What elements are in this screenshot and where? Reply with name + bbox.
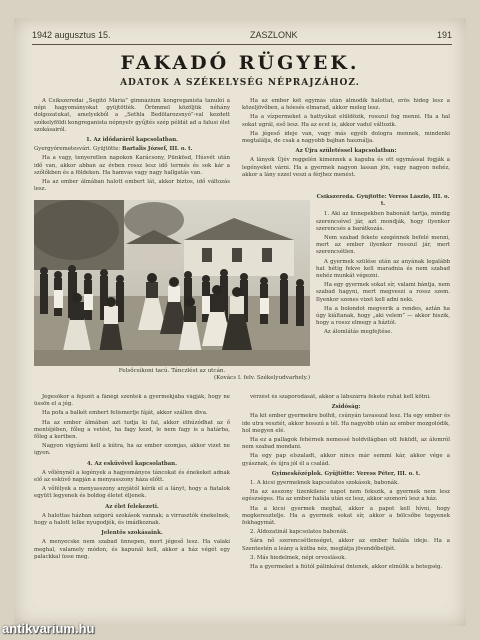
folk-dance-photo: [34, 200, 310, 366]
paragraph: Ha a vagy, tenyeretlen napokon Karácsony, Pünkösd, Húsvét után idő van, akkor abban az évben rossz lesz idő termés és sok kár a szőlőkben és a földeken. Ha hamvas vagy nagy hallgatás van.: [34, 155, 230, 176]
scanned-page: [14, 18, 466, 626]
paragraph: 2. Áldozatinál kapcsolatos babonák.: [250, 529, 349, 536]
street-dance-image: [34, 200, 310, 366]
paragraph: A gyermek szülése után az anyának legalább hat hétig fekve kell maradnia és nem szabad nehéz munkát végezni.: [316, 258, 450, 280]
paragraph: Ha az asszony tizenkilenc napot nem fekszik, a gyermek nem lesz egészséges. Ha az ember halála után ez lesz, akkor szomorú lesz a ház.: [242, 489, 450, 503]
section-heading: Az Újra születéssel kapcsolatban:: [295, 148, 397, 155]
paragraph: Nagyon vigyázni kell a kútra, ha az ember szomjas, akkor vizet ne igyon.: [34, 443, 230, 457]
paragraph: Ha a vízpermeket a hattyúkat elüldözik, rosszul fog menni. Ha a hal sokat ugrál, eső lesz. Ha az ecet is, akkor vadul változik.: [242, 114, 450, 128]
paragraph: Ha a bolondot megverik a rendes, aztán ha úgy kiáltanak, hogy „aki velem” — akkor hiszik, hogy a rossz elmegy a háztól.: [316, 305, 450, 327]
paragraph: Sára nő szerencsétlenséget, akkor az ember halála ideje. Ha a Szentestén a leány a kútba néz, meglátja jövendőbelijét.: [242, 538, 450, 552]
section-heading: Zsidóság:: [331, 404, 361, 411]
paragraph: A vőfélyek a menyasszony anyjától kérik el a lányt, hogy a fiatalok együtt legyenek és boldog életet éljenek.: [34, 486, 230, 500]
paragraph: Az álomlátás megfejtése.: [324, 329, 393, 336]
paragraph: 3. Más hiedelmek, népi orvoslások.: [250, 554, 347, 561]
article-subtitle: ADATOK A SZÉKELYSÉG NÉPRAJZÁHOZ.: [120, 78, 360, 88]
byline: Gyimesközéplok. Gyüjtötte: Veress Péter, III. o. t.: [271, 470, 421, 477]
paragraph: Ha az ember álmában halott embert lát, akkor biztos, idő változás lesz.: [34, 179, 230, 193]
column-bottom-left: [34, 394, 230, 620]
paragraph: 1. Aki az ünnepekben babonáit tartja, mindig szerencsével jár, azt mondják, hogy ilyenkor szerencsés a barátkozás.: [316, 211, 450, 232]
column-top-right: [242, 98, 450, 200]
paragraph: A lányok Újév reggelén kimennek a kapuba és ott egymással fogják a legényeket várni. Ha a gyermek nagyon lassan jön, vagy nagyon nehéz, akkor a lány ezzel veszi a férjhez menést.: [242, 157, 450, 178]
paragraph: 1. A kicsi gyermeknek kapcsolatos szokások, babonák.: [250, 480, 400, 487]
section-heading: Jelentős szokásaink.: [101, 530, 163, 537]
paragraph: A menyecske nem szabad ünnepen, mert jégeső lesz. Ha valaki meghal, valamely módon, és kapunál kell, akkor a ház végét egy palackkal üsse meg.: [34, 539, 230, 560]
paragraph: A vőlénynél a legények a hagyományos táncokat és énekeket adnak elő az esküvő napján a menyasszony háza előtt.: [34, 469, 230, 484]
paragraph: Nem szabad fekete szegénnek befelé menni, mert az ember ilyenkor rosszul jár, mert szerencsétlen.: [316, 235, 450, 256]
caption-line: Felsőcsíkoni tacú. Tánczlést az utcán.: [118, 368, 226, 374]
byline: Gyergyóremetesvári. Gyüjtötte: Bartalis József, III. o. t.: [34, 146, 193, 153]
paragraph: Ha ez a pallagok fehérnek nemessé holdvilágban ott feküdt, az álomról nem szabad mondani.: [242, 437, 450, 451]
issue-date: 1942 augusztus 15.: [32, 30, 111, 40]
page-header: [32, 28, 452, 42]
intro-paragraph: A Csikszeredai „Segitő Mária” gimnázium kongreganista tanulói a népi hagyományokat gyüjtötték. Örömmel közöljük néhány dolgozatukat, amelyekből a „Sethla Bedölarozsnyó”-val kezdett székelyföldi kongreganista népnyelv gyűjtés szép példát ad a falusi élet szokásairól.: [34, 98, 230, 133]
byline: Csíkszereda. Gyüjtötte: Veress László, III. o. t.: [316, 194, 450, 208]
header-rule: [32, 44, 452, 45]
paragraph: Ha kit ember gyermekre bolhit, csúnyán tavasszal lesz. Ha egy ember és ide utra vesztét, akkor hosszú a tél. Ha nagyobb után az ember mozgolódik, hol megyen elé.: [242, 413, 450, 434]
paragraph: Ha egy pap elszaladt, akkor nincs már semmi kár, akkor vége a gyásznak, és újra jól él a család.: [242, 453, 450, 467]
column-bottom-right: [242, 394, 450, 620]
paragraph: Ha jégeső ideje van, vagy más egyéb dologra mennek, mindenki megtalálja, de csak a nagyobb bajban használja.: [242, 130, 450, 145]
watermark: antikvarium.hu: [2, 621, 95, 636]
section-heading: 4. Az esküvővel kapcsolatban.: [87, 460, 177, 467]
caption-credit: (Kovács I. felv. Székelyudvarhely.): [213, 375, 310, 381]
paragraph: Ha az ember álmában azt tudja ki fal, akkor elhúzódhat az ő mentéjében, főleg a vetést, ha fagy kezd, le nem fagy is a határba, főleg a kertben.: [34, 419, 230, 441]
photo-caption: [34, 368, 310, 382]
paragraph: Ha egy gyermek sokat sír, valami bántja, nem szabad hagyni, mert megveszi a rossz szem. Ilyenkor szenes vizet kell adni neki.: [316, 282, 450, 303]
article-title: FAKADÓ RÜGYEK.: [120, 52, 360, 74]
page-number: 191: [436, 30, 452, 40]
column-top-left: [34, 98, 230, 200]
journal-name: ZASZLONK: [250, 30, 298, 40]
paragraph: Ha az ember két egymás után álmodik halottat, erős hideg lesz a közeljövőben, a hóesés elmarad, akkor meleg lesz.: [242, 98, 450, 112]
paragraph: A halottas házban szigorú szokások vannak; a virrasztók énekelnek, hogy a halott lelke nyugodjék, és imádkoznak.: [34, 512, 230, 527]
section-heading: 1. Az idődaráról kapcsolatban.: [86, 137, 178, 144]
section-heading: Az élet felekezeti.: [105, 503, 159, 510]
paragraph: Ha pofa a balkét embert felismerlje fáját, akkor szállen diva.: [42, 410, 208, 417]
column-right-of-photo: [316, 194, 450, 390]
paragraph: Ha a gyermeket a fiútól pálinkával öntenek, akkor elmúlik a betegség.: [250, 564, 443, 571]
paragraph: vérzést és szaporodását, akkor a lábszárra fekete ruhát kell kötni.: [250, 394, 431, 400]
paragraph: Jégesőkor a fejszét a fánégi szentek a gyermekjába vágják, hogy ne üssön el a jég.: [34, 394, 230, 408]
paragraph: Ha a kicsi gyermek meghal, akkor a papot kell hívni, hogy megkeresztelje. Ha a gyermek sokat sír, akkor a bölcsőbe tegyenek fokhagymát.: [242, 505, 450, 527]
